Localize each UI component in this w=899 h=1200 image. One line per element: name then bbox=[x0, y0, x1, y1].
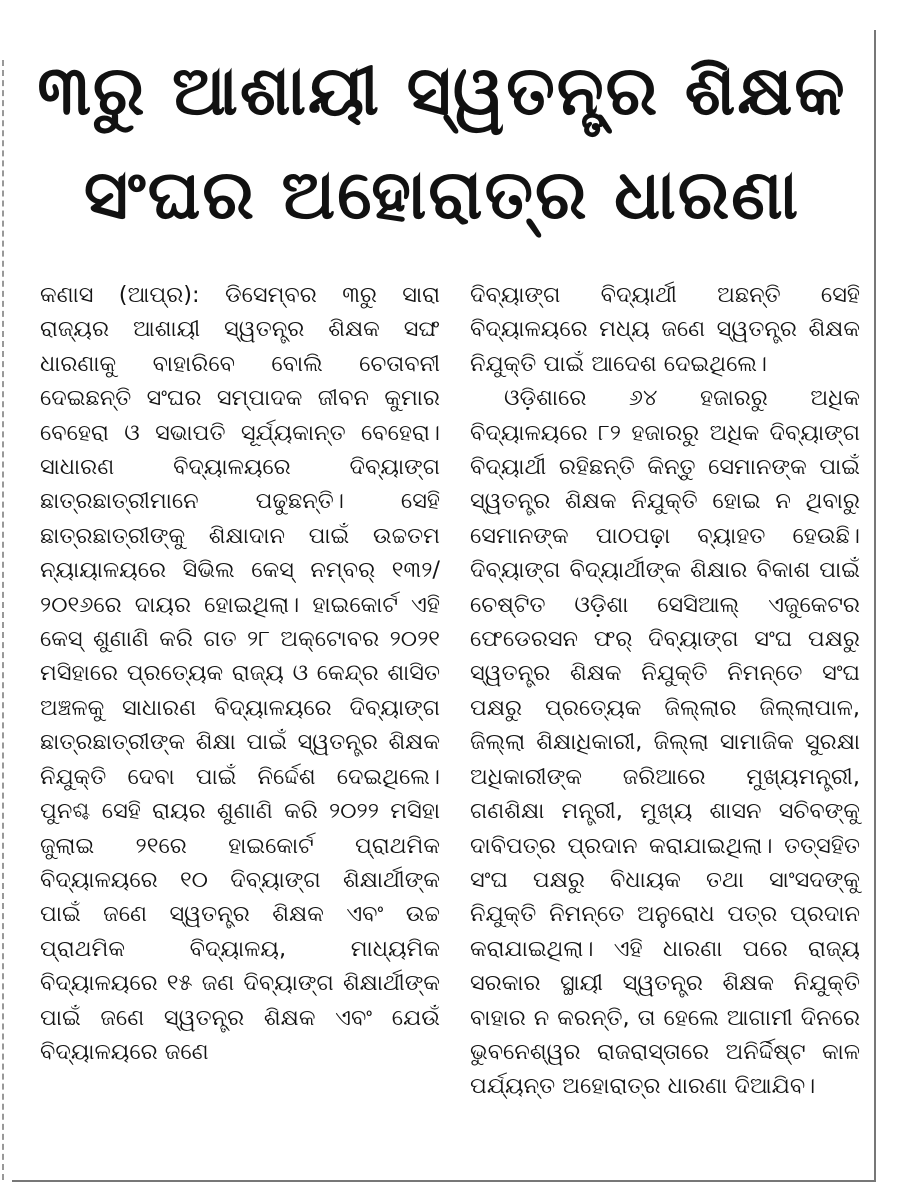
right-paragraph-2: ଓଡ଼ିଶାରେ ୬୪ ହଜାରରୁ ଅଧିକ ବିଦ୍ୟାଳୟରେ ୮୨ ହଜାରରୁ ଅଧିକ ଦିବ୍ୟାଙ୍ଗ ବିଦ୍ୟାର୍ଥୀ ରହିଛନ୍ତି କିନ୍ତୁ ସେମାନଙ୍କ ପାଇଁ ସ୍ୱତନ୍ତ୍ର ଶିକ୍ଷକ ନିଯୁକ୍ତି ହୋଇ ନ ଥିବାରୁ ସେମାନଙ୍କ ପାଠପଢ଼ା ବ୍ୟାହତ ହେଉଛି। ଦିବ୍ୟାଙ୍ଗ ବିଦ୍ୟାର୍ଥୀଙ୍କ ଶିକ୍ଷାର ବିକାଶ ପାଇଁ ଚେଷ୍ଟିତ ଓଡ଼ିଶା ସେସିଆଲ୍ ଏଜୁକେଟର ଫେଡେରସନ ଫର୍ ଦିବ୍ୟାଙ୍ଗ ସଂଘ ପକ୍ଷରୁ ସ୍ୱତନ୍ତ୍ର ଶିକ୍ଷକ ନିଯୁକ୍ତି ନିମନ୍ତେ ସଂଘ ପକ୍ଷରୁ ପ୍ରତ୍ୟେକ ଜିଲ୍ଲାର ଜିଲ୍ଲାପାଳ, ଜିଲ୍ଲା ଶିକ୍ଷାଧିକାରୀ, ଜିଲ୍ଲା ସାମାଜିକ ସୁରକ୍ଷା ଅଧିକାରୀଙ୍କ ଜରିଆରେ ମୁଖ୍ୟମନ୍ତ୍ରୀ, ଗଣଶିକ୍ଷା ମନ୍ତ୍ରୀ, ମୁଖ୍ୟ ଶାସନ ସଚିବଙ୍କୁ ଦାବିପତ୍ର ପ୍ରଦାନ କରାଯାଇଥିଲା। ତତ୍‌ସହିତ ସଂଘ ପକ୍ଷରୁ ବିଧାୟକ ତଥା ସାଂସଦଙ୍କୁ ନିଯୁକ୍ତି ନିମନ୍ତେ ଅନୁରୋଧ ପତ୍ର ପ୍ରଦାନ କରାଯାଇଥିଲା। ଏହି ଧାରଣା ପରେ ରାଜ୍ୟ ସରକାର ସ୍ଥାୟୀ ସ୍ୱତନ୍ତ୍ର ଶିକ୍ଷକ ନିଯୁକ୍ତି ବାହାର ନ କରନ୍ତି, ତା ହେଲେ ଆଗାମୀ ଦିନରେ ଭୁବନେଶ୍ୱର ରାଜରାସ୍ତାରେ ଅନିର୍ଦ୍ଦିଷ୍ଟ କାଳ ପର୍ଯ୍ୟନ୍ତ ଅହୋରାତ୍ର ଧାରଣା ଦିଆଯିବ। bbox=[470, 385, 860, 1100]
left-column bbox=[40, 278, 440, 1069]
clipping-cut-mark bbox=[2, 60, 4, 1180]
right-column bbox=[470, 278, 860, 1104]
headline-line-1: ୩ରୁ ଆଶାୟୀ ସ୍ୱତନ୍ତ୍ର ଶିକ୍ଷକ bbox=[37, 52, 847, 131]
left-paragraph-1: କଣାସ (ଆପ୍ର): ଡିସେମ୍ବର ୩ରୁ ସାରା ରାଜ୍ୟର ଆଶାୟୀ ସ୍ୱତନ୍ତ୍ର ଶିକ୍ଷକ ସଙ୍ଘ ଧାରଣାକୁ ବାହାରିବେ ବୋଲି ଚେତାବନୀ ଦେଇଛନ୍ତି ସଂଘର ସମ୍ପାଦକ ଜୀବନ କୁମାର ବେହେରା ଓ ସଭାପତି ସୂର୍ଯ୍ୟକାନ୍ତ ବେହେରା। ସାଧାରଣ ବିଦ୍ୟାଳୟରେ ଦିବ୍ୟାଙ୍ଗ ଛାତ୍ରଛାତ୍ରୀମାନେ ପଢୁଛନ୍ତି। ସେହି ଛାତ୍ରଛାତ୍ରୀଙ୍କୁ ଶିକ୍ଷାଦାନ ପାଇଁ ଉଚ୍ଚତମ ନ୍ୟାୟାଳୟରେ ସିଭିଲ କେସ୍ ନମ୍ବର୍ ୧୩୨/ ୨୦୧୬ରେ ଦାୟର ହୋଇଥିଲା। ହାଇକୋର୍ଟ ଏହି କେସ୍ ଶୁଣାଣି କରି ଗତ ୨୮ ଅକ୍ଟୋବର ୨୦୨୧ ମସିହାରେ ପ୍ରତ୍ୟେକ ରାଜ୍ୟ ଓ କେନ୍ଦ୍ର ଶାସିତ ଅଞ୍ଚଳକୁ ସାଧାରଣ ବିଦ୍ୟାଳୟରେ ଦିବ୍ୟାଙ୍ଗ ଛାତ୍ରଛାତ୍ରୀଙ୍କ ଶିକ୍ଷା ପାଇଁ ସ୍ୱତନ୍ତ୍ର ଶିକ୍ଷକ ନିଯୁକ୍ତି ଦେବା ପାଇଁ ନିର୍ଦ୍ଦେଶ ଦେଇଥିଲେ। ପୁନଶ୍ଚ ସେହି ରାୟର ଶୁଣାଣି କରି ୨୦୨୨ ମସିହା ଜୁଲାଇ ୨୧ରେ ହାଇକୋର୍ଟ ପ୍ରାଥମିକ ବିଦ୍ୟାଳୟରେ ୧୦ ଦିବ୍ୟାଙ୍ଗ ଶିକ୍ଷାର୍ଥୀଙ୍କ ପାଇଁ ଜଣେ ସ୍ୱତନ୍ତ୍ର ଶିକ୍ଷକ ଏବଂ ଉଚ୍ଚ ପ୍ରାଥମିକ ବିଦ୍ୟାଳୟ, ମାଧ୍ୟମିକ ବିଦ୍ୟାଳୟରେ ୧୫ ଜଣ ଦିବ୍ୟାଙ୍ଗ ଶିକ୍ଷାର୍ଥୀଙ୍କ ପାଇଁ ଜଣେ ସ୍ୱତନ୍ତ୍ର ଶିକ୍ଷକ ଏବଂ ଯେଉଁ ବିଦ୍ୟାଳୟରେ ଜଣେ bbox=[40, 282, 440, 1065]
headline bbox=[22, 40, 862, 248]
headline-line-2: ସଂଘର ଅହୋରାତ୍ର ଧାରଣା bbox=[83, 156, 801, 235]
right-paragraph-1: ଦିବ୍ୟାଙ୍ଗ ବିଦ୍ୟାର୍ଥୀ ଅଛନ୍ତି ସେହି ବିଦ୍ୟାଳୟରେ ମଧ୍ୟ ଜଣେ ସ୍ୱତନ୍ତ୍ର ଶିକ୍ଷକ ନିଯୁକ୍ତି ପାଇଁ ଆଦେଶ ଦେଇଥିଲେ। bbox=[470, 282, 860, 377]
